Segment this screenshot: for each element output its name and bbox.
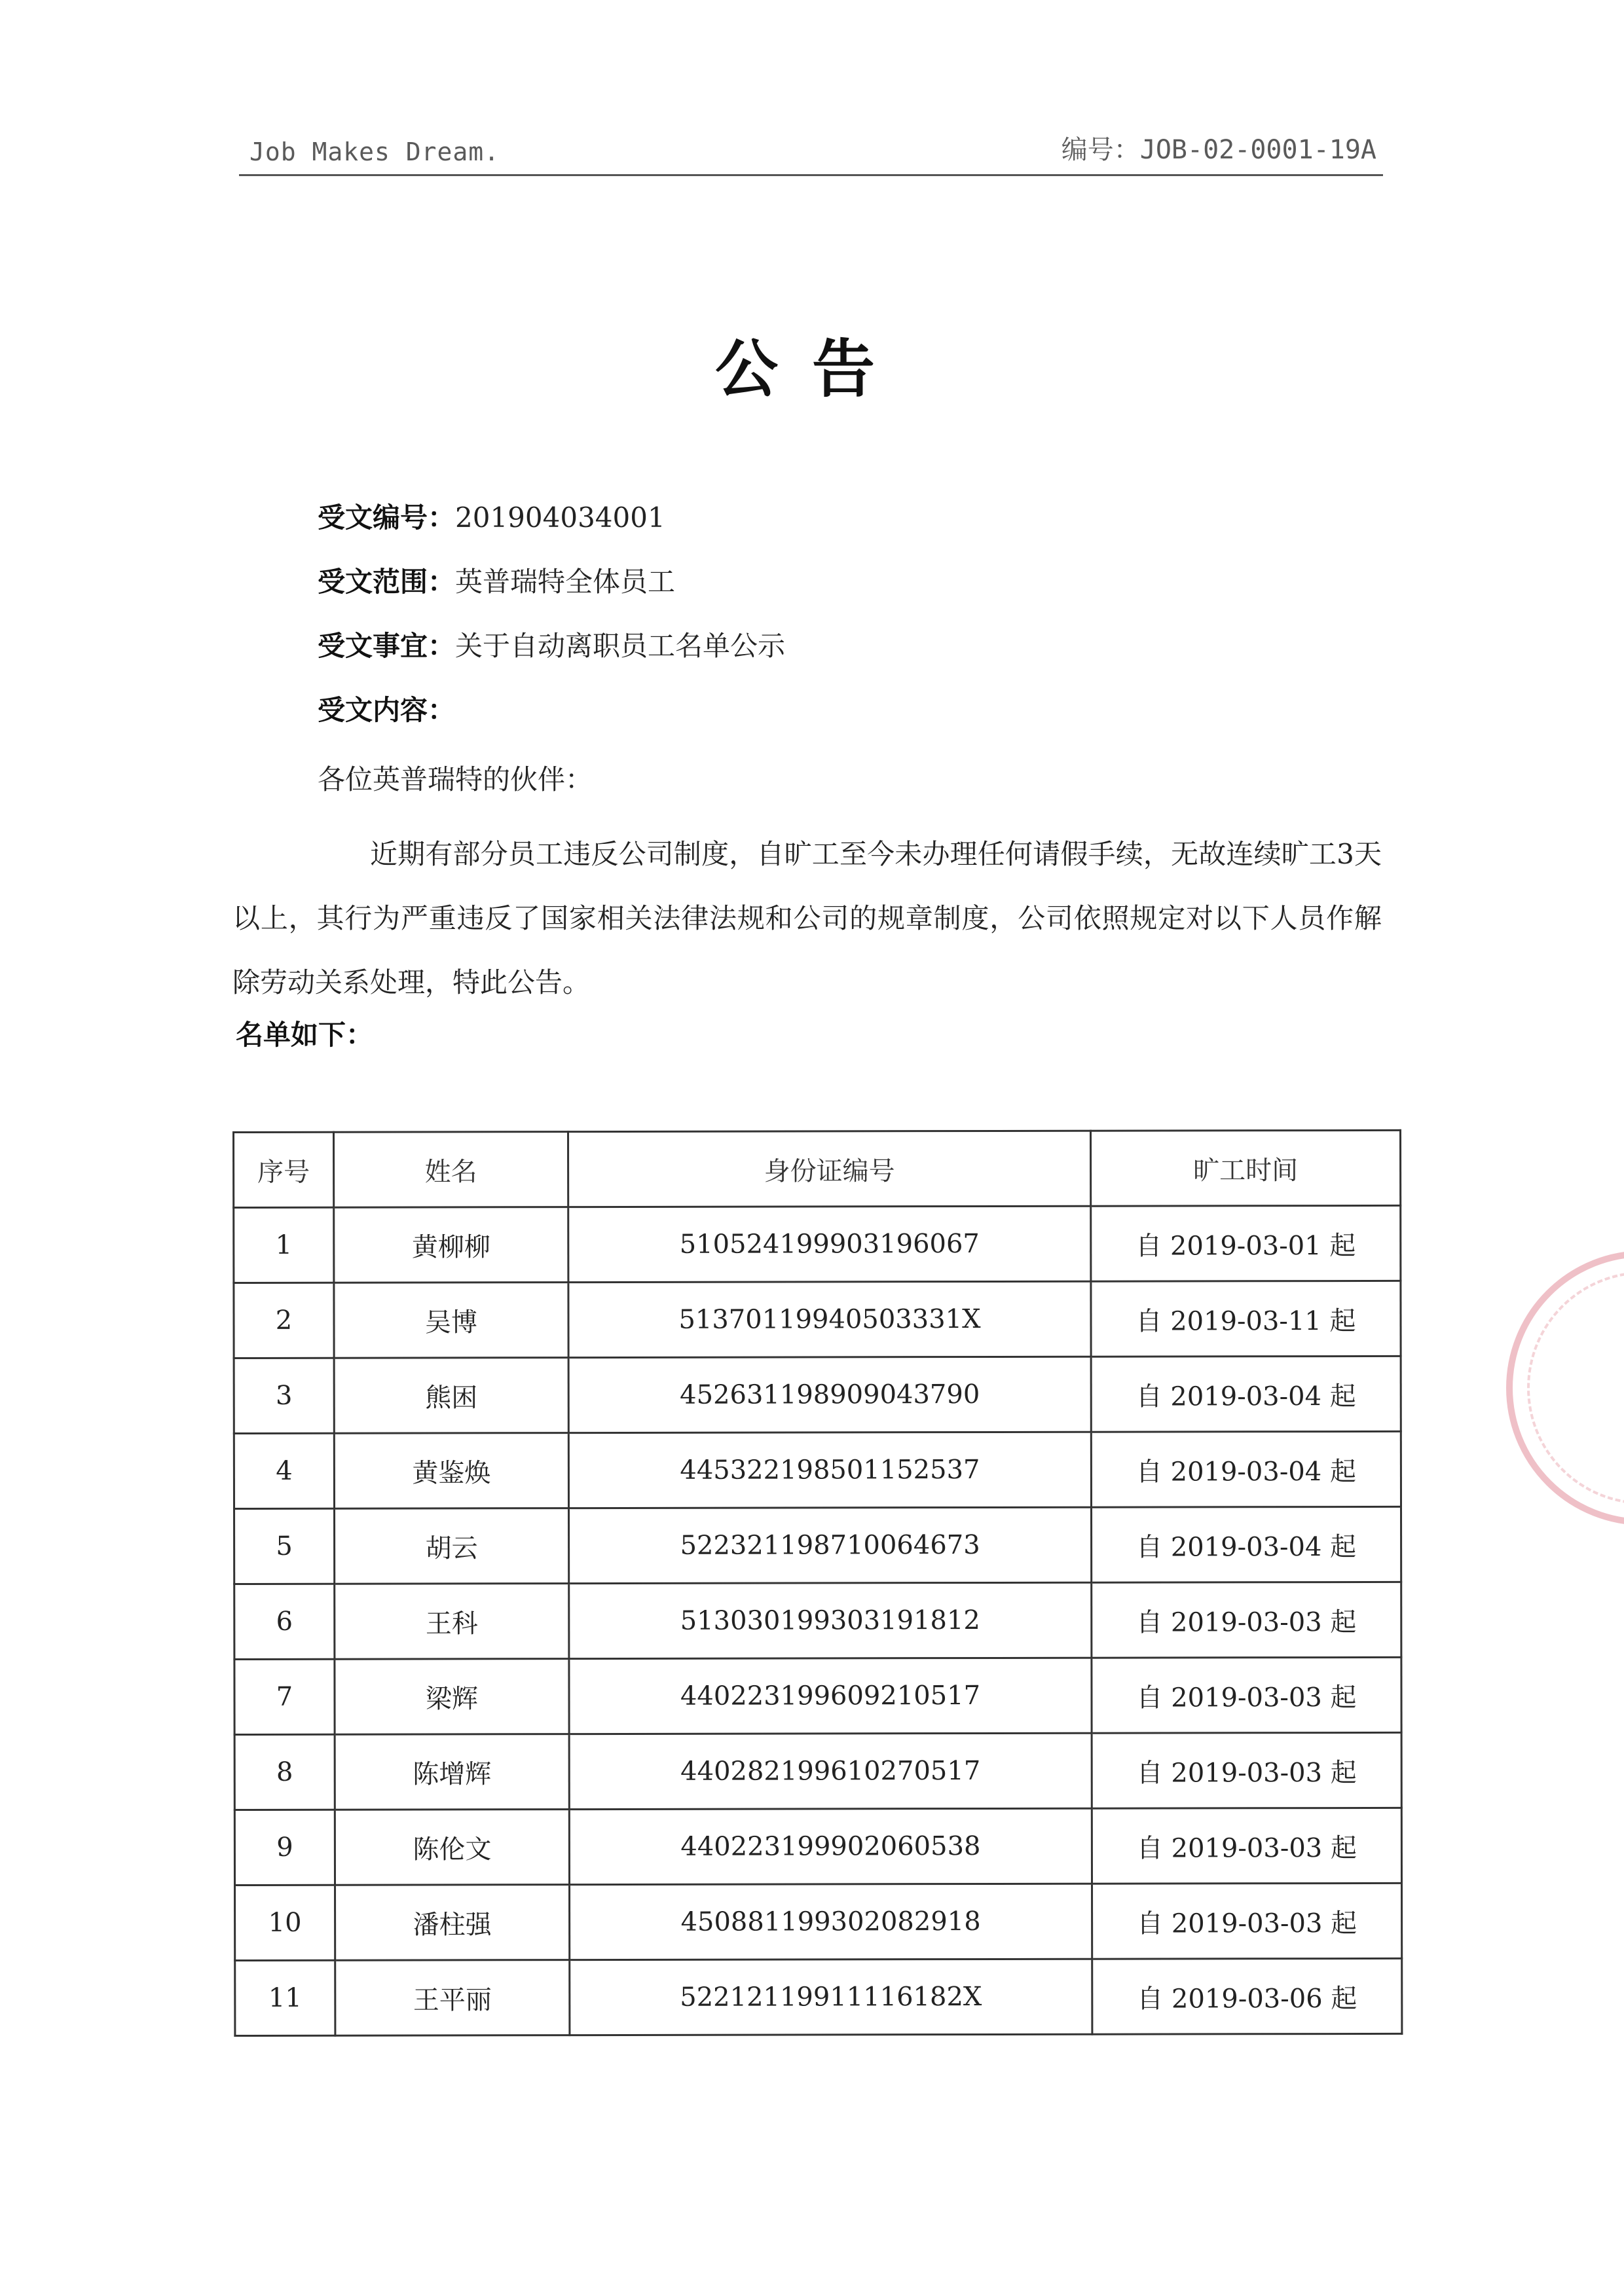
row-number: 5: [234, 1508, 335, 1584]
row-absence-date: 自 2019-03-03 起: [1092, 1657, 1401, 1733]
scope-value: 英普瑞特全体员工: [455, 566, 676, 598]
document-number-value: JOB-02-0001-19A: [1139, 135, 1376, 165]
row-number: 1: [234, 1207, 334, 1283]
row-name: 胡云: [335, 1508, 569, 1584]
row-number: 9: [234, 1810, 335, 1885]
row-number: 11: [235, 1960, 335, 2035]
header-cell-id-number: 身份证编号: [568, 1131, 1091, 1207]
subject-line: [318, 625, 785, 664]
table-header-row: [234, 1130, 1401, 1207]
content-label: 受文内容：: [318, 694, 456, 726]
subject-value: 关于自动离职员工名单公示: [455, 630, 786, 662]
row-name: 梁辉: [335, 1659, 569, 1735]
row-id-number: 450881199302082918: [570, 1884, 1092, 1959]
row-id-number: 510524199903196067: [568, 1206, 1091, 1282]
table-row: [234, 1732, 1401, 1810]
row-id-number: 440223199902060538: [569, 1808, 1092, 1884]
row-name: 潘柱强: [335, 1885, 570, 1961]
table-row: [234, 1657, 1401, 1734]
ref-number-value: 201904034001: [455, 501, 665, 534]
row-name: 陈增辉: [335, 1734, 569, 1810]
header-cell-absence-date: 旷工时间: [1091, 1130, 1401, 1206]
row-name: 黄柳柳: [334, 1207, 568, 1283]
row-number: 3: [234, 1358, 334, 1433]
table-row: [234, 1205, 1401, 1283]
row-name: 吴博: [334, 1283, 568, 1358]
content-line: [318, 689, 455, 728]
table-row: [234, 1506, 1401, 1584]
table-row: [234, 1582, 1401, 1659]
header-cell-number: 序号: [234, 1132, 334, 1207]
row-id-number: 522321198710064673: [569, 1507, 1092, 1583]
row-absence-date: 自 2019-03-11 起: [1091, 1281, 1401, 1357]
dismissal-table: [232, 1129, 1403, 2037]
company-slogan: Job Makes Dream.: [249, 137, 500, 166]
table-row: [234, 1356, 1401, 1433]
row-absence-date: 自 2019-03-03 起: [1092, 1883, 1402, 1959]
subject-label: 受文事宜：: [318, 630, 456, 662]
page-header: [239, 128, 1383, 176]
row-absence-date: 自 2019-03-04 起: [1091, 1431, 1401, 1507]
row-id-number: 513030199303191812: [569, 1582, 1092, 1658]
row-absence-date: 自 2019-03-04 起: [1092, 1506, 1401, 1582]
greeting: 各位英普瑞特的伙伴：: [318, 763, 593, 795]
row-id-number: 51370119940503331X: [568, 1281, 1091, 1357]
row-absence-date: 自 2019-03-03 起: [1092, 1808, 1401, 1884]
row-absence-date: 自 2019-03-03 起: [1092, 1732, 1401, 1808]
row-number: 6: [234, 1584, 335, 1659]
row-id-number: 52212119911116182X: [570, 1959, 1092, 2035]
header-cell-name: 姓名: [334, 1132, 568, 1208]
scope-line: [318, 560, 675, 600]
company-seal-inner-ring: [1527, 1271, 1624, 1504]
row-name: 黄鉴焕: [334, 1433, 568, 1509]
scope-label: 受文范围：: [318, 566, 456, 598]
row-name: 王科: [335, 1584, 569, 1660]
row-name: 王平丽: [335, 1960, 570, 2036]
document-number-label: 编号：: [1061, 135, 1140, 165]
table-row: [234, 1281, 1401, 1358]
row-id-number: 440282199610270517: [569, 1733, 1092, 1809]
row-name: 陈伦文: [335, 1810, 569, 1886]
row-absence-date: 自 2019-03-01 起: [1091, 1205, 1401, 1281]
row-number: 2: [234, 1283, 334, 1358]
row-id-number: 445322198501152537: [568, 1432, 1091, 1508]
list-heading: 名单如下：: [236, 1019, 374, 1051]
ref-number-label: 受文编号：: [318, 501, 456, 534]
table-row: [234, 1808, 1401, 1885]
row-id-number: 440223199609210517: [569, 1658, 1092, 1734]
ref-number-line: [318, 496, 665, 536]
row-absence-date: 自 2019-03-06 起: [1092, 1958, 1402, 2034]
row-absence-date: 自 2019-03-03 起: [1092, 1582, 1401, 1658]
row-id-number: 452631198909043790: [568, 1357, 1091, 1432]
document-number: [1061, 129, 1376, 166]
company-seal-stamp: [1506, 1250, 1624, 1525]
table-row: [235, 1883, 1402, 1960]
notice-body: 近期有部分员工违反公司制度，自旷工至今未办理任何请假手续，无故连续旷工3天以上，其行为严重违反了国家相关法律法规和公司的规章制度，公司依照规定对以下人员作解除劳动关系处理，特此公告。: [232, 838, 1382, 998]
row-number: 4: [234, 1433, 334, 1508]
row-number: 10: [235, 1885, 335, 1960]
row-number: 7: [234, 1659, 335, 1734]
row-name: 熊困: [334, 1358, 568, 1434]
row-number: 8: [234, 1734, 335, 1810]
table-row: [234, 1431, 1401, 1508]
table-row: [235, 1958, 1402, 2035]
row-absence-date: 自 2019-03-04 起: [1091, 1356, 1401, 1432]
notice-title: 公告: [715, 333, 909, 406]
